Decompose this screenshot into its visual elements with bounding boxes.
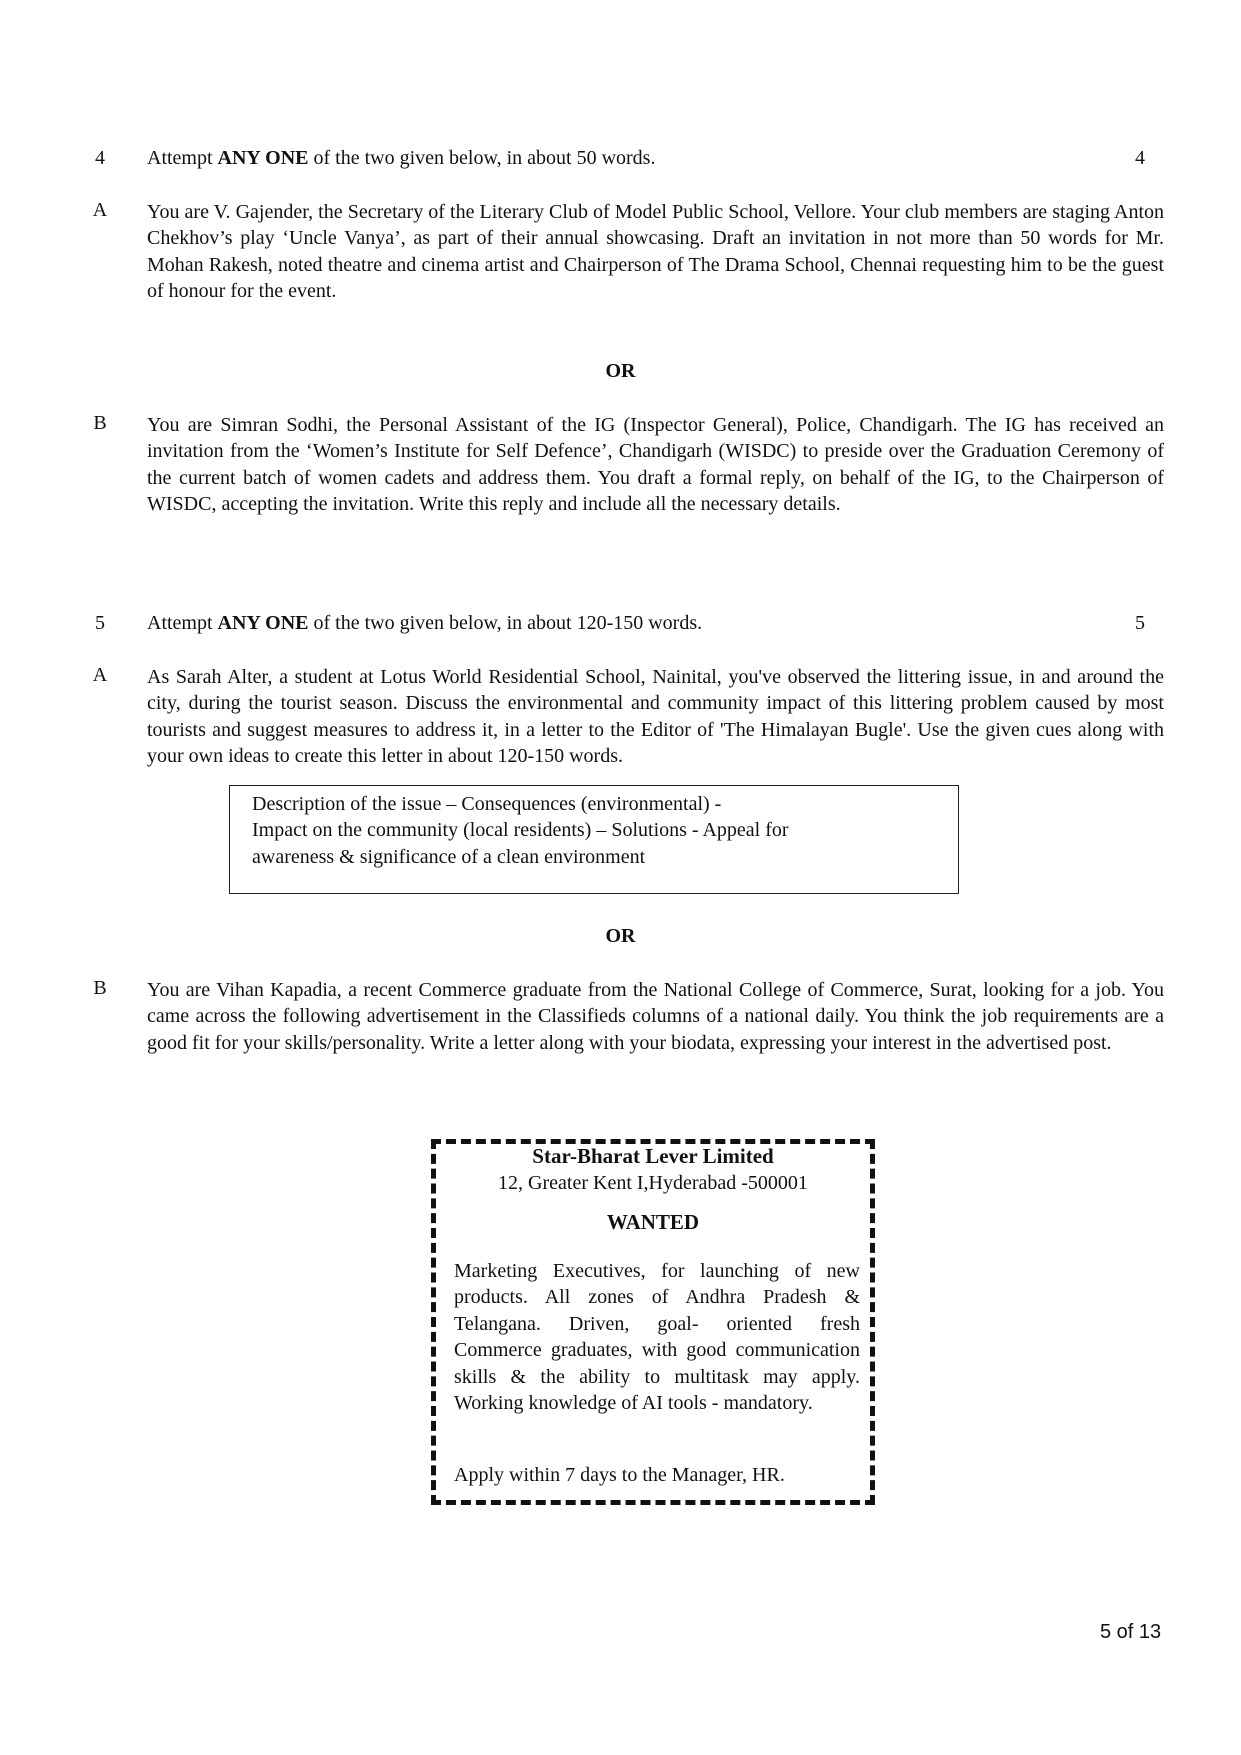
- page-number: 5 of 13: [1100, 1621, 1162, 1643]
- question-number-5: 5: [95, 612, 105, 634]
- question-5-instruction: [147, 612, 702, 635]
- question-5-marks: 5: [1135, 612, 1145, 634]
- instruction-text: Attempt: [147, 147, 218, 169]
- advert-heading: WANTED: [606, 1210, 700, 1234]
- cue-line: awareness & significance of a clean environment: [252, 845, 646, 868]
- instruction-text: of the two given below, in about 50 words.: [308, 147, 656, 169]
- instruction-bold: ANY ONE: [217, 147, 309, 169]
- cues-box: [229, 785, 959, 894]
- option-label-5a: A: [92, 664, 108, 686]
- question-number-4: 4: [95, 147, 105, 169]
- or-divider-5: OR: [605, 925, 636, 947]
- instruction-bold: ANY ONE: [217, 612, 309, 634]
- or-divider-4: OR: [605, 360, 636, 382]
- question-5a-text: As Sarah Alter, a student at Lotus World Residential School, Nainital, you've observed the littering issue, in and around the city, during the tourist season. Discuss the environmental and community impact of this littering problem caused by most tourists and suggest measures to address it, in a letter to the Editor of 'The Himalayan Bugle'. Use the given cues along with your own ideas to create this letter in about 120-150 words.: [147, 666, 1164, 768]
- option-label-4a: A: [92, 199, 108, 221]
- question-4-marks: 4: [1135, 147, 1145, 169]
- question-4-instruction: [147, 147, 655, 170]
- cue-line: Description of the issue – Consequences (environmental) -: [252, 793, 722, 815]
- option-label-5b: B: [93, 977, 107, 999]
- advert-apply: Apply within 7 days to the Manager, HR.: [454, 1464, 785, 1486]
- question-4b-text: You are Simran Sodhi, the Personal Assistant of the IG (Inspector General), Police, Chandigarh. The IG has received an invitation from the ‘Women’s Institute for Self Defence’, Chandigarh (WISDC) to preside over the Graduation Ceremony of the current batch of women cadets and address them. You draft a formal reply, on behalf of the IG, to the Chairperson of WISDC, accepting the invitation. Write this reply and include all the necessary details.: [147, 414, 1164, 516]
- instruction-text: Attempt: [147, 612, 218, 634]
- option-label-4b: B: [93, 412, 107, 434]
- instruction-text: of the two given below, in about 120-150 words.: [308, 612, 703, 634]
- advert-address: 12, Greater Kent I,Hyderabad -500001: [498, 1172, 808, 1194]
- question-4a-text: You are V. Gajender, the Secretary of the Literary Club of Model Public School, Vellore. Your club members are staging Anton Chekhov’s play ‘Uncle Vanya’, as part of their annual showcasing. Draft an invitation in not more than 50 words for Mr. Mohan Rakesh, noted theatre and cinema artist and Chairperson of The Drama School, Chennai requesting him to be the guest of honour for the event.: [147, 201, 1164, 303]
- advert-body: Marketing Executives, for launching of new products. All zones of Andhra Pradesh & Telangana. Driven, goal- oriented fresh Commerce graduates, with good communication skills & the ability to multitask may apply. Working knowledge of AI tools - mandatory.: [454, 1260, 860, 1415]
- job-advertisement: [431, 1139, 875, 1505]
- question-5b-text: You are Vihan Kapadia, a recent Commerce graduate from the National College of Commerce, Surat, looking for a job. You came across the following advertisement in the Classifieds columns of a national daily. You think the job requirements are a good fit for your skills/personality. Write a letter along with your biodata, expressing your interest in the advertised post.: [147, 979, 1164, 1054]
- cue-line: Impact on the community (local residents) – Solutions - Appeal for: [252, 819, 789, 842]
- advert-company: Star-Bharat Lever Limited: [532, 1144, 774, 1168]
